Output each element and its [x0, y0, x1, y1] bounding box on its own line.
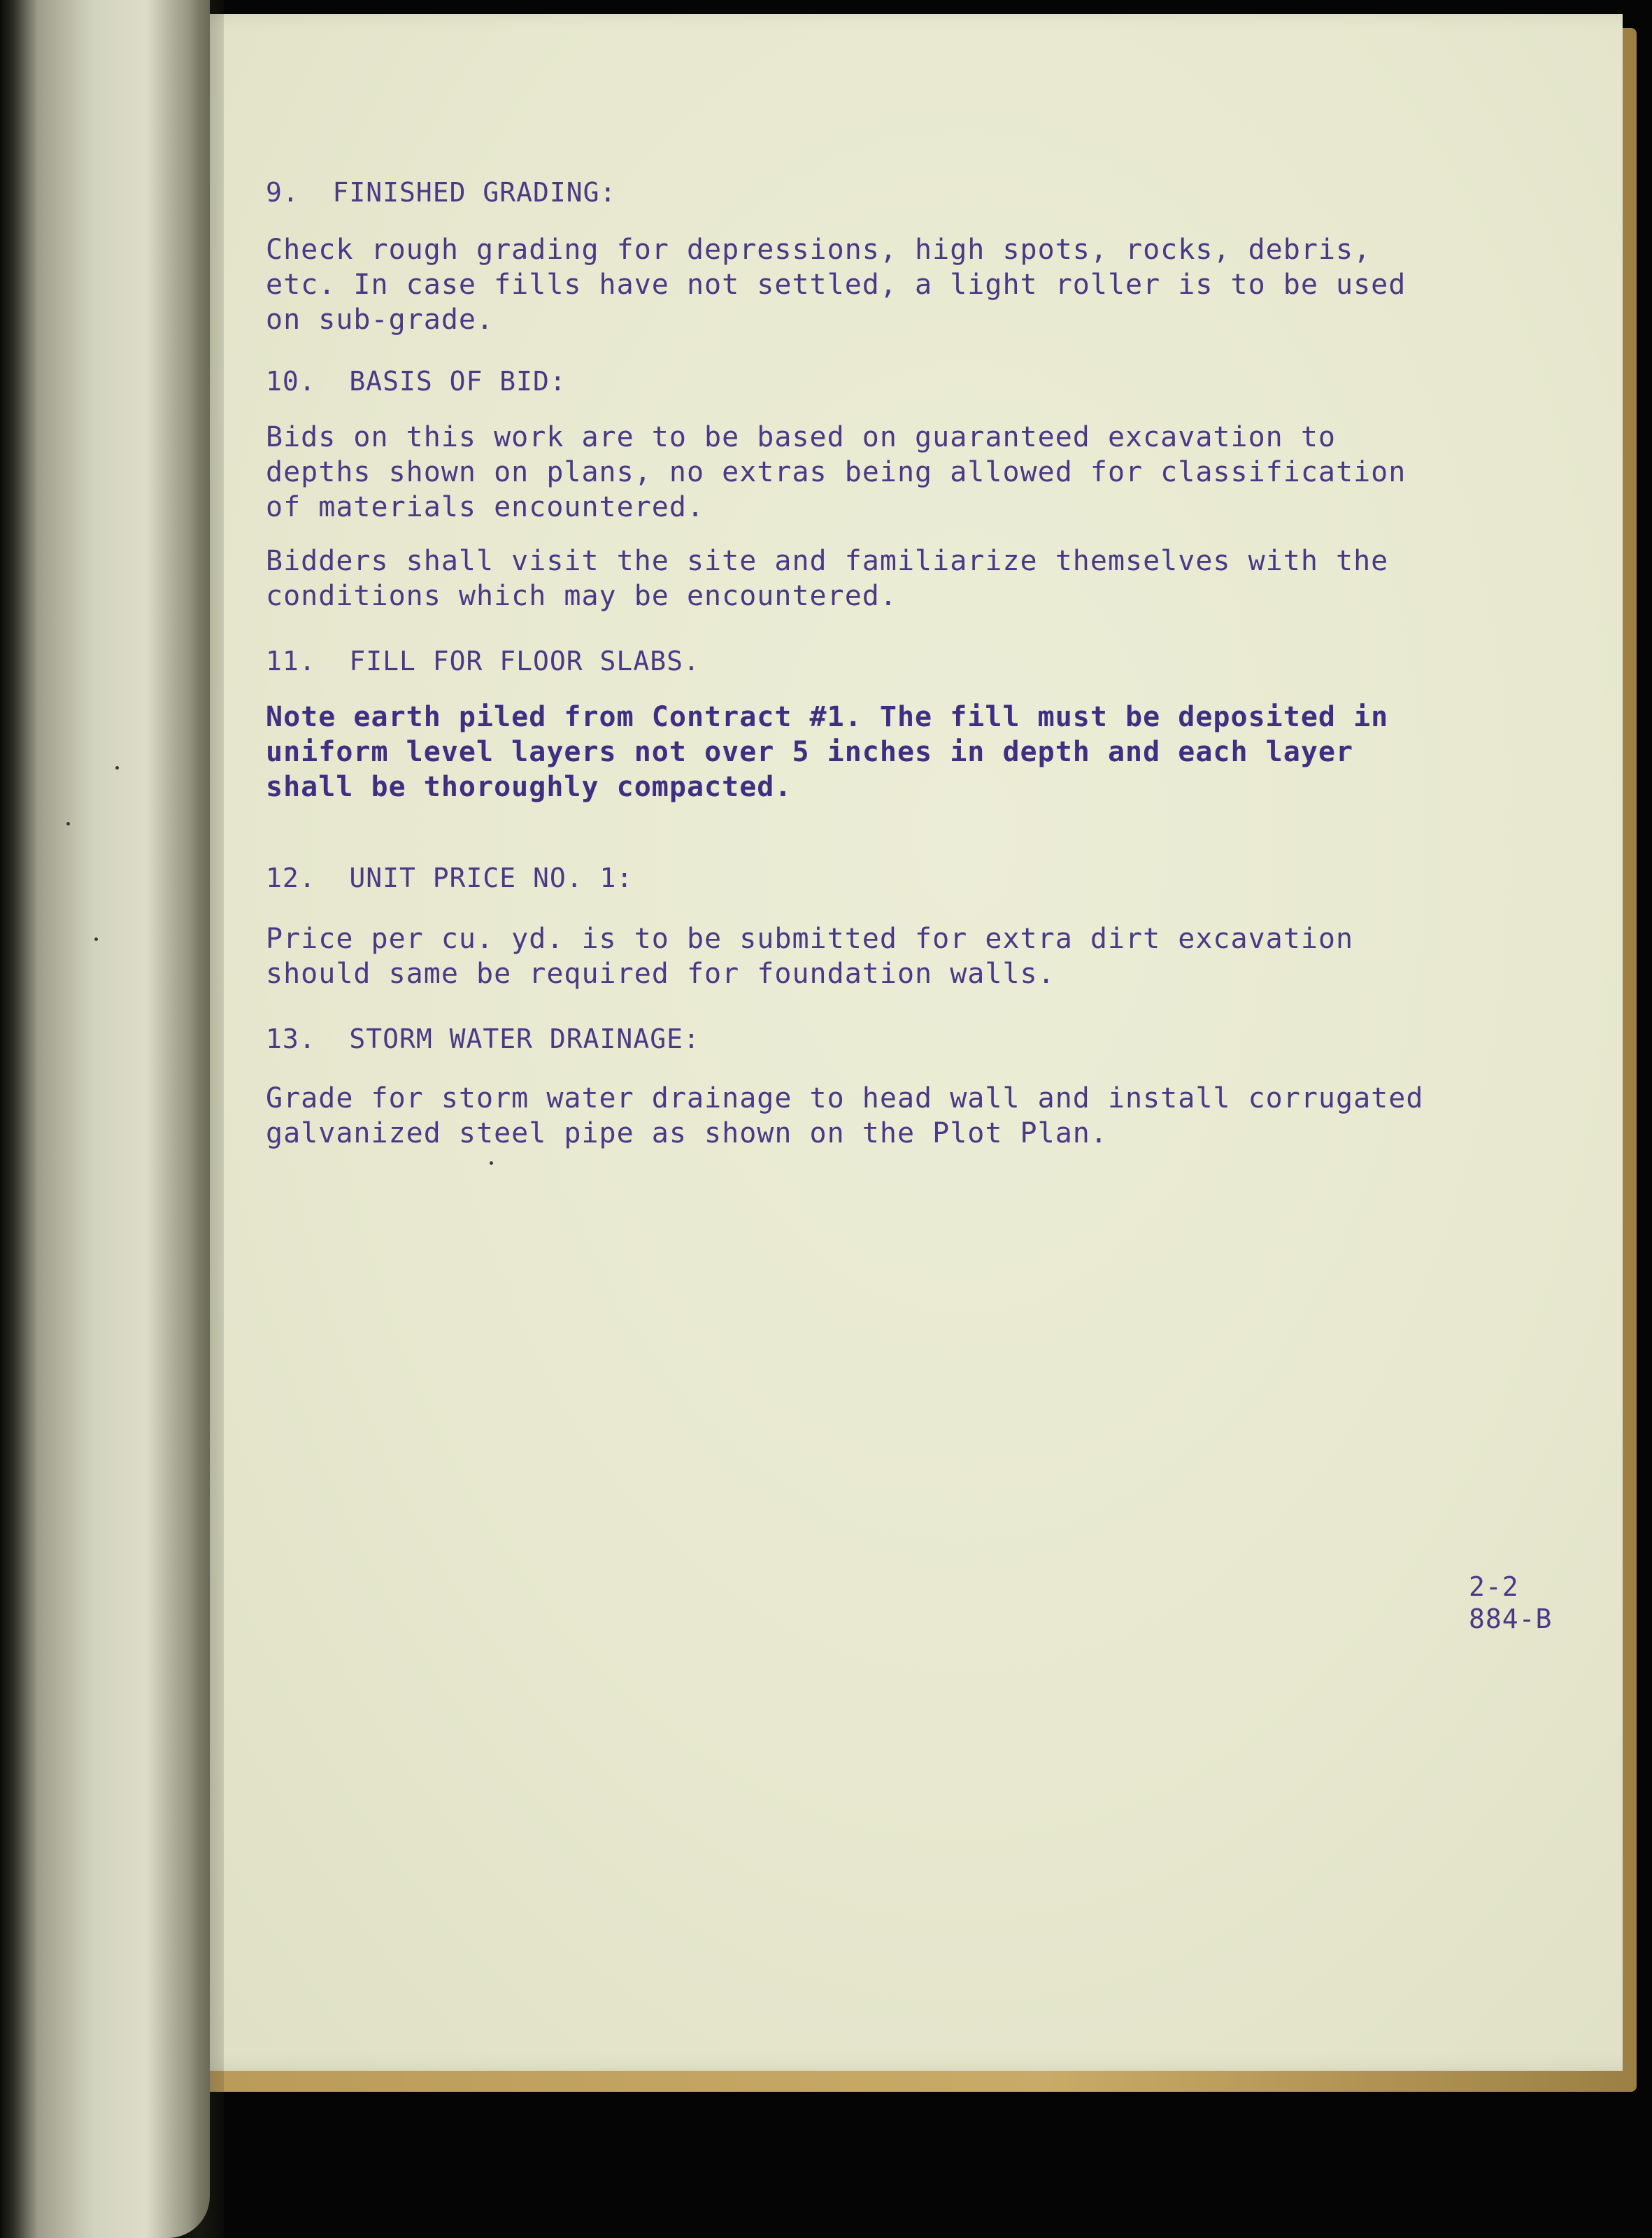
section-9-paragraph: Check rough grading for depressions, high spots, rocks, debris, etc. In case fills have not settled, a light roller is to be used on sub-grade. [266, 234, 1407, 336]
document-code: 884-B [1469, 1603, 1553, 1634]
section-10-paragraph-2: Bidders shall visit the site and familiarize themselves with the conditions which may be encountered. [266, 545, 1389, 612]
paper-speck [115, 766, 119, 770]
page-gutter-shadow [147, 0, 224, 2238]
section-9-heading: 9. FINISHED GRADING: [266, 177, 617, 208]
section-11-heading: 11. FILL FOR FLOOR SLABS. [266, 646, 700, 677]
typed-page [161, 14, 1623, 2071]
section-13-heading: 13. STORM WATER DRAINAGE: [266, 1024, 700, 1054]
section-10-paragraph-1: Bids on this work are to be based on guaranteed excavation to depths shown on plans, no extras being allowed for classification of materials encountered. [266, 421, 1407, 523]
section-11-paragraph: Note earth piled from Contract #1. The fill must be deposited in uniform level layers not over 5 inches in depth and each layer shall be thoroughly compacted. [266, 701, 1389, 803]
page-number: 2-2 [1469, 1571, 1519, 1602]
paper-speck [66, 822, 70, 826]
section-12-paragraph: Price per cu. yd. is to be submitted for extra dirt excavation should same be required for foundation walls. [266, 923, 1354, 990]
section-10-heading: 10. BASIS OF BID: [266, 366, 567, 397]
page-number-code [1469, 1571, 1552, 1635]
paper-speck [490, 1161, 493, 1165]
page-text [161, 14, 1623, 2071]
section-13-paragraph: Grade for storm water drainage to head wall and install corrugated galvanized steel pipe as shown on the Plot Plan. [266, 1082, 1424, 1149]
paper-speck [94, 937, 98, 941]
section-12-heading: 12. UNIT PRICE NO. 1: [266, 863, 634, 893]
